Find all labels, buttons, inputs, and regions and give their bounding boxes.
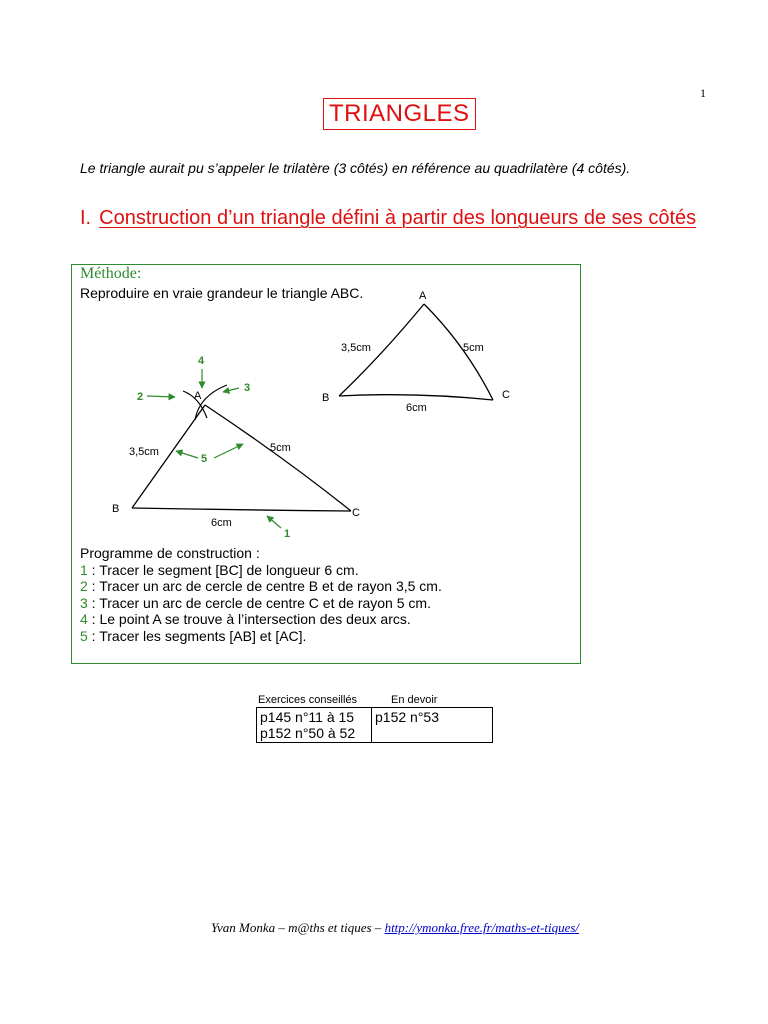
triangle-figures	[71, 264, 579, 554]
construction-label-c: C	[352, 507, 360, 519]
step-arrow-2	[147, 396, 175, 397]
intro-text: Le triangle aurait pu s’appeler le trilatère (3 côtés) en référence au quadrilatère (4 côtés).	[80, 160, 631, 176]
section-heading	[80, 207, 696, 230]
exercises-header-right: En devoir	[391, 694, 438, 706]
step-number: 3	[80, 594, 88, 611]
method-label: Méthode:	[80, 265, 142, 282]
method-instruction: Reproduire en vraie grandeur le triangle ABC.	[80, 285, 364, 301]
step-marker-3: 3	[244, 382, 251, 394]
exercise-line: p145 n°11 à 15	[260, 709, 355, 725]
model-triangle	[322, 290, 510, 414]
construction-label-bc: 6cm	[211, 517, 232, 529]
step-marker-4: 4	[198, 355, 205, 367]
model-label-ab: 3,5cm	[341, 342, 371, 354]
footer-text: Yvan Monka – m@ths et tiques –	[210, 920, 385, 935]
step-line-2	[80, 578, 442, 595]
model-label-b: B	[322, 392, 330, 404]
exercise-cell-right	[372, 708, 493, 743]
construction-label-ac: 5cm	[270, 442, 291, 454]
footer-link[interactable]: http://ymonka.free.fr/maths-et-tiques/	[384, 920, 580, 935]
step-text: : Tracer un arc de cercle de centre C et de rayon 5 cm.	[87, 594, 431, 611]
model-label-a: A	[419, 290, 427, 302]
exercise-table	[256, 707, 493, 743]
step-line-5	[80, 628, 442, 645]
step-number: 5	[80, 627, 88, 644]
step-number: 4	[80, 611, 88, 627]
step-marker-1: 1	[284, 528, 291, 540]
page-title: TRIANGLES	[323, 98, 476, 130]
page-number: 1	[700, 86, 706, 100]
exercises-header-left: Exercices conseillés	[258, 694, 358, 706]
step-arrow-3	[223, 388, 239, 392]
section-number: I.	[80, 207, 92, 229]
step-arrow-1	[267, 516, 281, 528]
model-label-c: C	[502, 389, 510, 401]
model-label-ac: 5cm	[463, 342, 484, 354]
construction-side-ac	[205, 405, 351, 511]
construction-triangle	[112, 385, 360, 529]
step-text: : Tracer un arc de cercle de centre B et de rayon 3,5 cm.	[87, 578, 442, 594]
step-line-4	[80, 611, 442, 628]
construction-label-a: A	[194, 390, 202, 402]
program-title: Programme de construction :	[80, 545, 260, 561]
step-text: : Tracer le segment [BC] de longueur 6 cm.	[87, 561, 359, 578]
exercise-line: p152 n°50 à 52	[260, 725, 356, 741]
step-line-3	[80, 595, 442, 612]
step-text: : Le point A se trouve à l’intersection des deux arcs.	[87, 611, 411, 627]
step-number: 1	[80, 561, 88, 578]
step-arrow-5a	[176, 451, 198, 458]
step-number: 2	[80, 578, 88, 594]
exercise-cell-left	[257, 708, 372, 743]
homework-line: p152 n°53	[375, 709, 439, 725]
footer	[0, 920, 768, 936]
step-marker-2: 2	[137, 391, 144, 403]
construction-program	[80, 545, 442, 644]
section-title: Construction d’un triangle défini à partir des longueurs de ses côtés	[99, 207, 697, 229]
construction-label-b: B	[112, 503, 120, 515]
step-arrow-5b	[214, 444, 243, 458]
construction-label-ab: 3,5cm	[129, 446, 159, 458]
step-marker-5: 5	[201, 453, 208, 465]
step-line-1	[80, 562, 442, 579]
model-side-bc	[339, 395, 493, 400]
construction-side-bc	[132, 508, 351, 511]
model-label-bc: 6cm	[406, 402, 427, 414]
step-text: : Tracer les segments [AB] et [AC].	[87, 627, 307, 644]
